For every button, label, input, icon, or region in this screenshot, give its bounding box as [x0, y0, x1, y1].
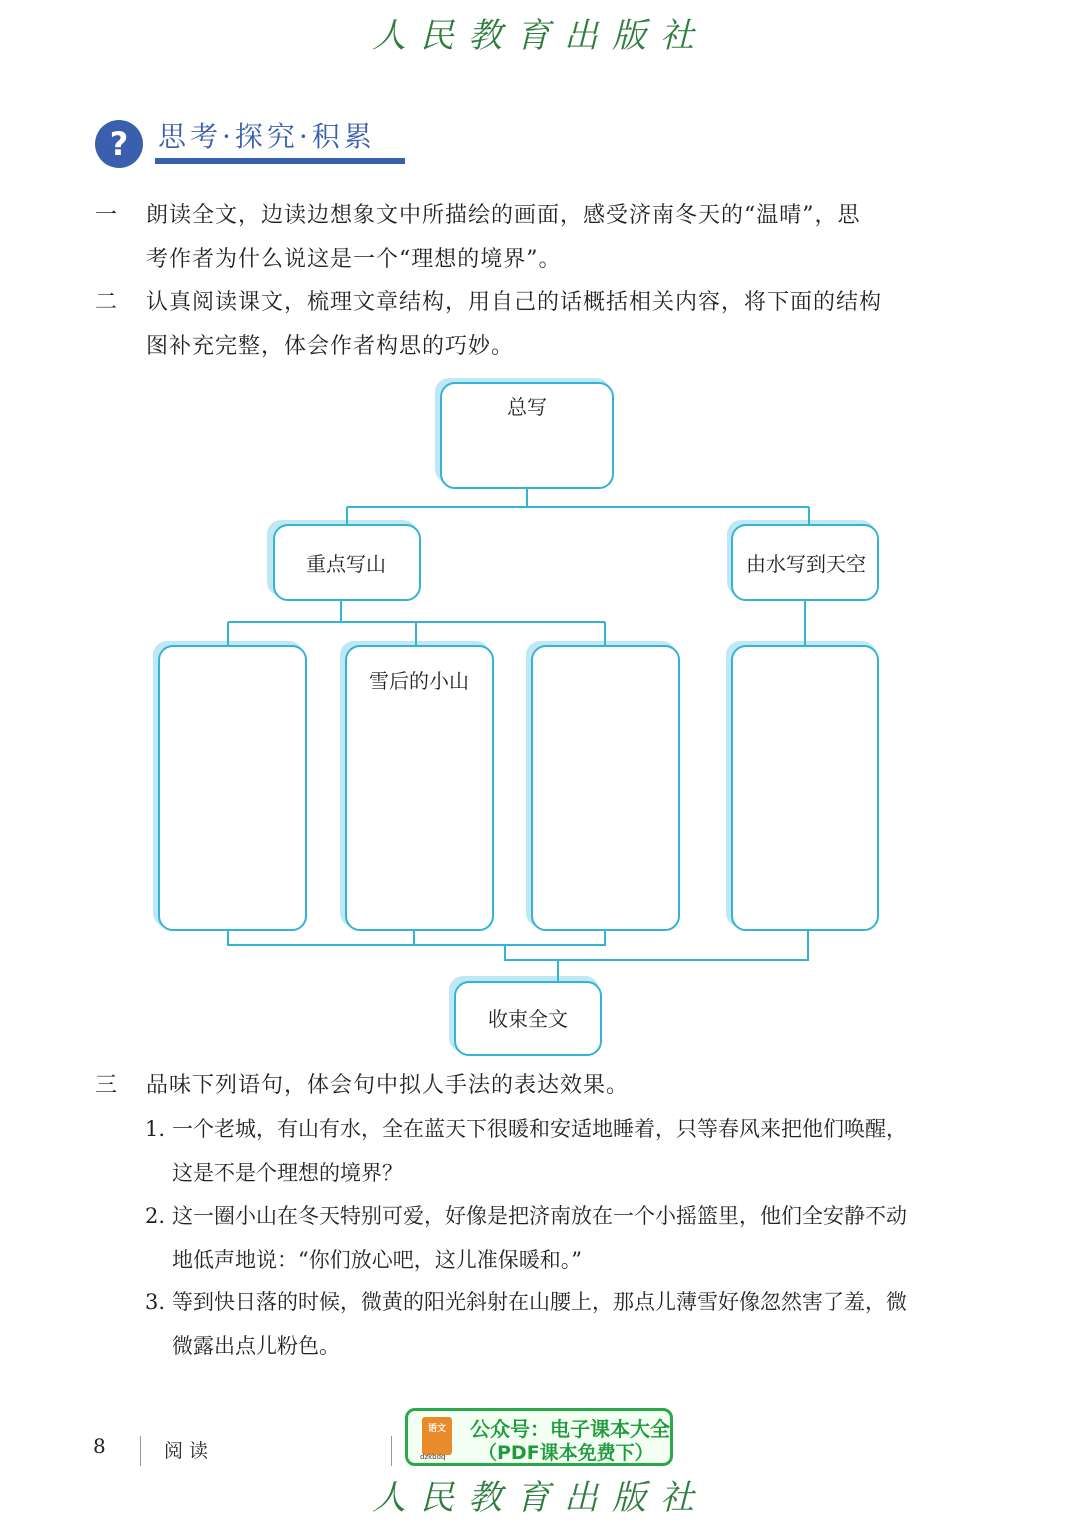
- sentence-line: 这一圈小山在冬天特别可爱，好像是把济南放在一个小摇篮里，他们全安静不动: [172, 1204, 907, 1228]
- question-line: 朗读全文，边读边想象文中所描绘的画面，感受济南冬天的“温晴”，思: [146, 203, 861, 228]
- sentence-text: [172, 1194, 942, 1282]
- section-title: 思考·探究·积累: [158, 120, 376, 153]
- footer-divider: [140, 1436, 141, 1466]
- sentence-number: 1.: [145, 1117, 166, 1141]
- sentence-line: 这是不是个理想的境界？: [172, 1161, 403, 1185]
- sentence-text: [172, 1280, 942, 1368]
- sentence-line: 等到快日落的时候，微黄的阳光斜射在山腰上，那点儿薄雪好像忽然害了羞，微: [172, 1290, 907, 1314]
- publisher-logo-bottom: 人民教育出版社: [372, 1478, 708, 1518]
- question-line: 认真阅读课文，梳理文章结构，用自己的话概括相关内容，将下面的结构: [146, 290, 883, 315]
- diagram-label-top: 总写: [507, 395, 547, 419]
- wechat-stamp: [405, 1408, 673, 1466]
- stamp-line-1: 公众号：电子课本大全: [470, 1417, 670, 1441]
- page-number: 8: [93, 1434, 106, 1458]
- question-number: 一: [95, 203, 118, 228]
- diagram-box-1: [159, 646, 306, 930]
- book-tag: 语文: [428, 1424, 447, 1434]
- sentence-number: 2.: [145, 1204, 166, 1228]
- diagram-label-box-2: 雪后的小山: [369, 669, 469, 693]
- sentence-line: 地低声地说：“你们放心吧，这儿准保暖和。”: [172, 1248, 582, 1272]
- footer-section-name: 阅读: [164, 1440, 215, 1462]
- diagram-label-left-branch: 重点写山: [306, 552, 386, 576]
- diagram-label-bottom: 收束全文: [488, 1007, 568, 1031]
- question-mark-icon: ?: [95, 120, 143, 168]
- question-number: 二: [95, 290, 118, 315]
- footer-divider: [391, 1436, 392, 1466]
- diagram-box-3: [532, 646, 679, 930]
- question-number: 三: [95, 1073, 118, 1098]
- sentence-number: 3.: [145, 1290, 166, 1314]
- book-sub: dzkbdq: [420, 1453, 446, 1461]
- question-line: 图补充完整，体会作者构思的巧妙。: [146, 334, 515, 359]
- question-line: 品味下列语句，体会句中拟人手法的表达效果。: [146, 1073, 630, 1098]
- diagram-box-4: [732, 646, 878, 930]
- diagram-label-right-branch: 由水写到天空: [746, 552, 866, 576]
- sentence-line: 一个老城，有山有水，全在蓝天下很暖和安适地睡着，只等春风来把他们唤醒，: [172, 1117, 907, 1141]
- publisher-logo-top: 人民教育出版社: [372, 16, 708, 56]
- sentence-line: 微露出点儿粉色。: [172, 1334, 340, 1358]
- sentence-text: [172, 1107, 942, 1195]
- stamp-line-2: （PDF课本免费下）: [478, 1442, 654, 1464]
- question-line: 考作者为什么说这是一个“理想的境界”。: [146, 247, 562, 272]
- question-text: [146, 1064, 946, 1108]
